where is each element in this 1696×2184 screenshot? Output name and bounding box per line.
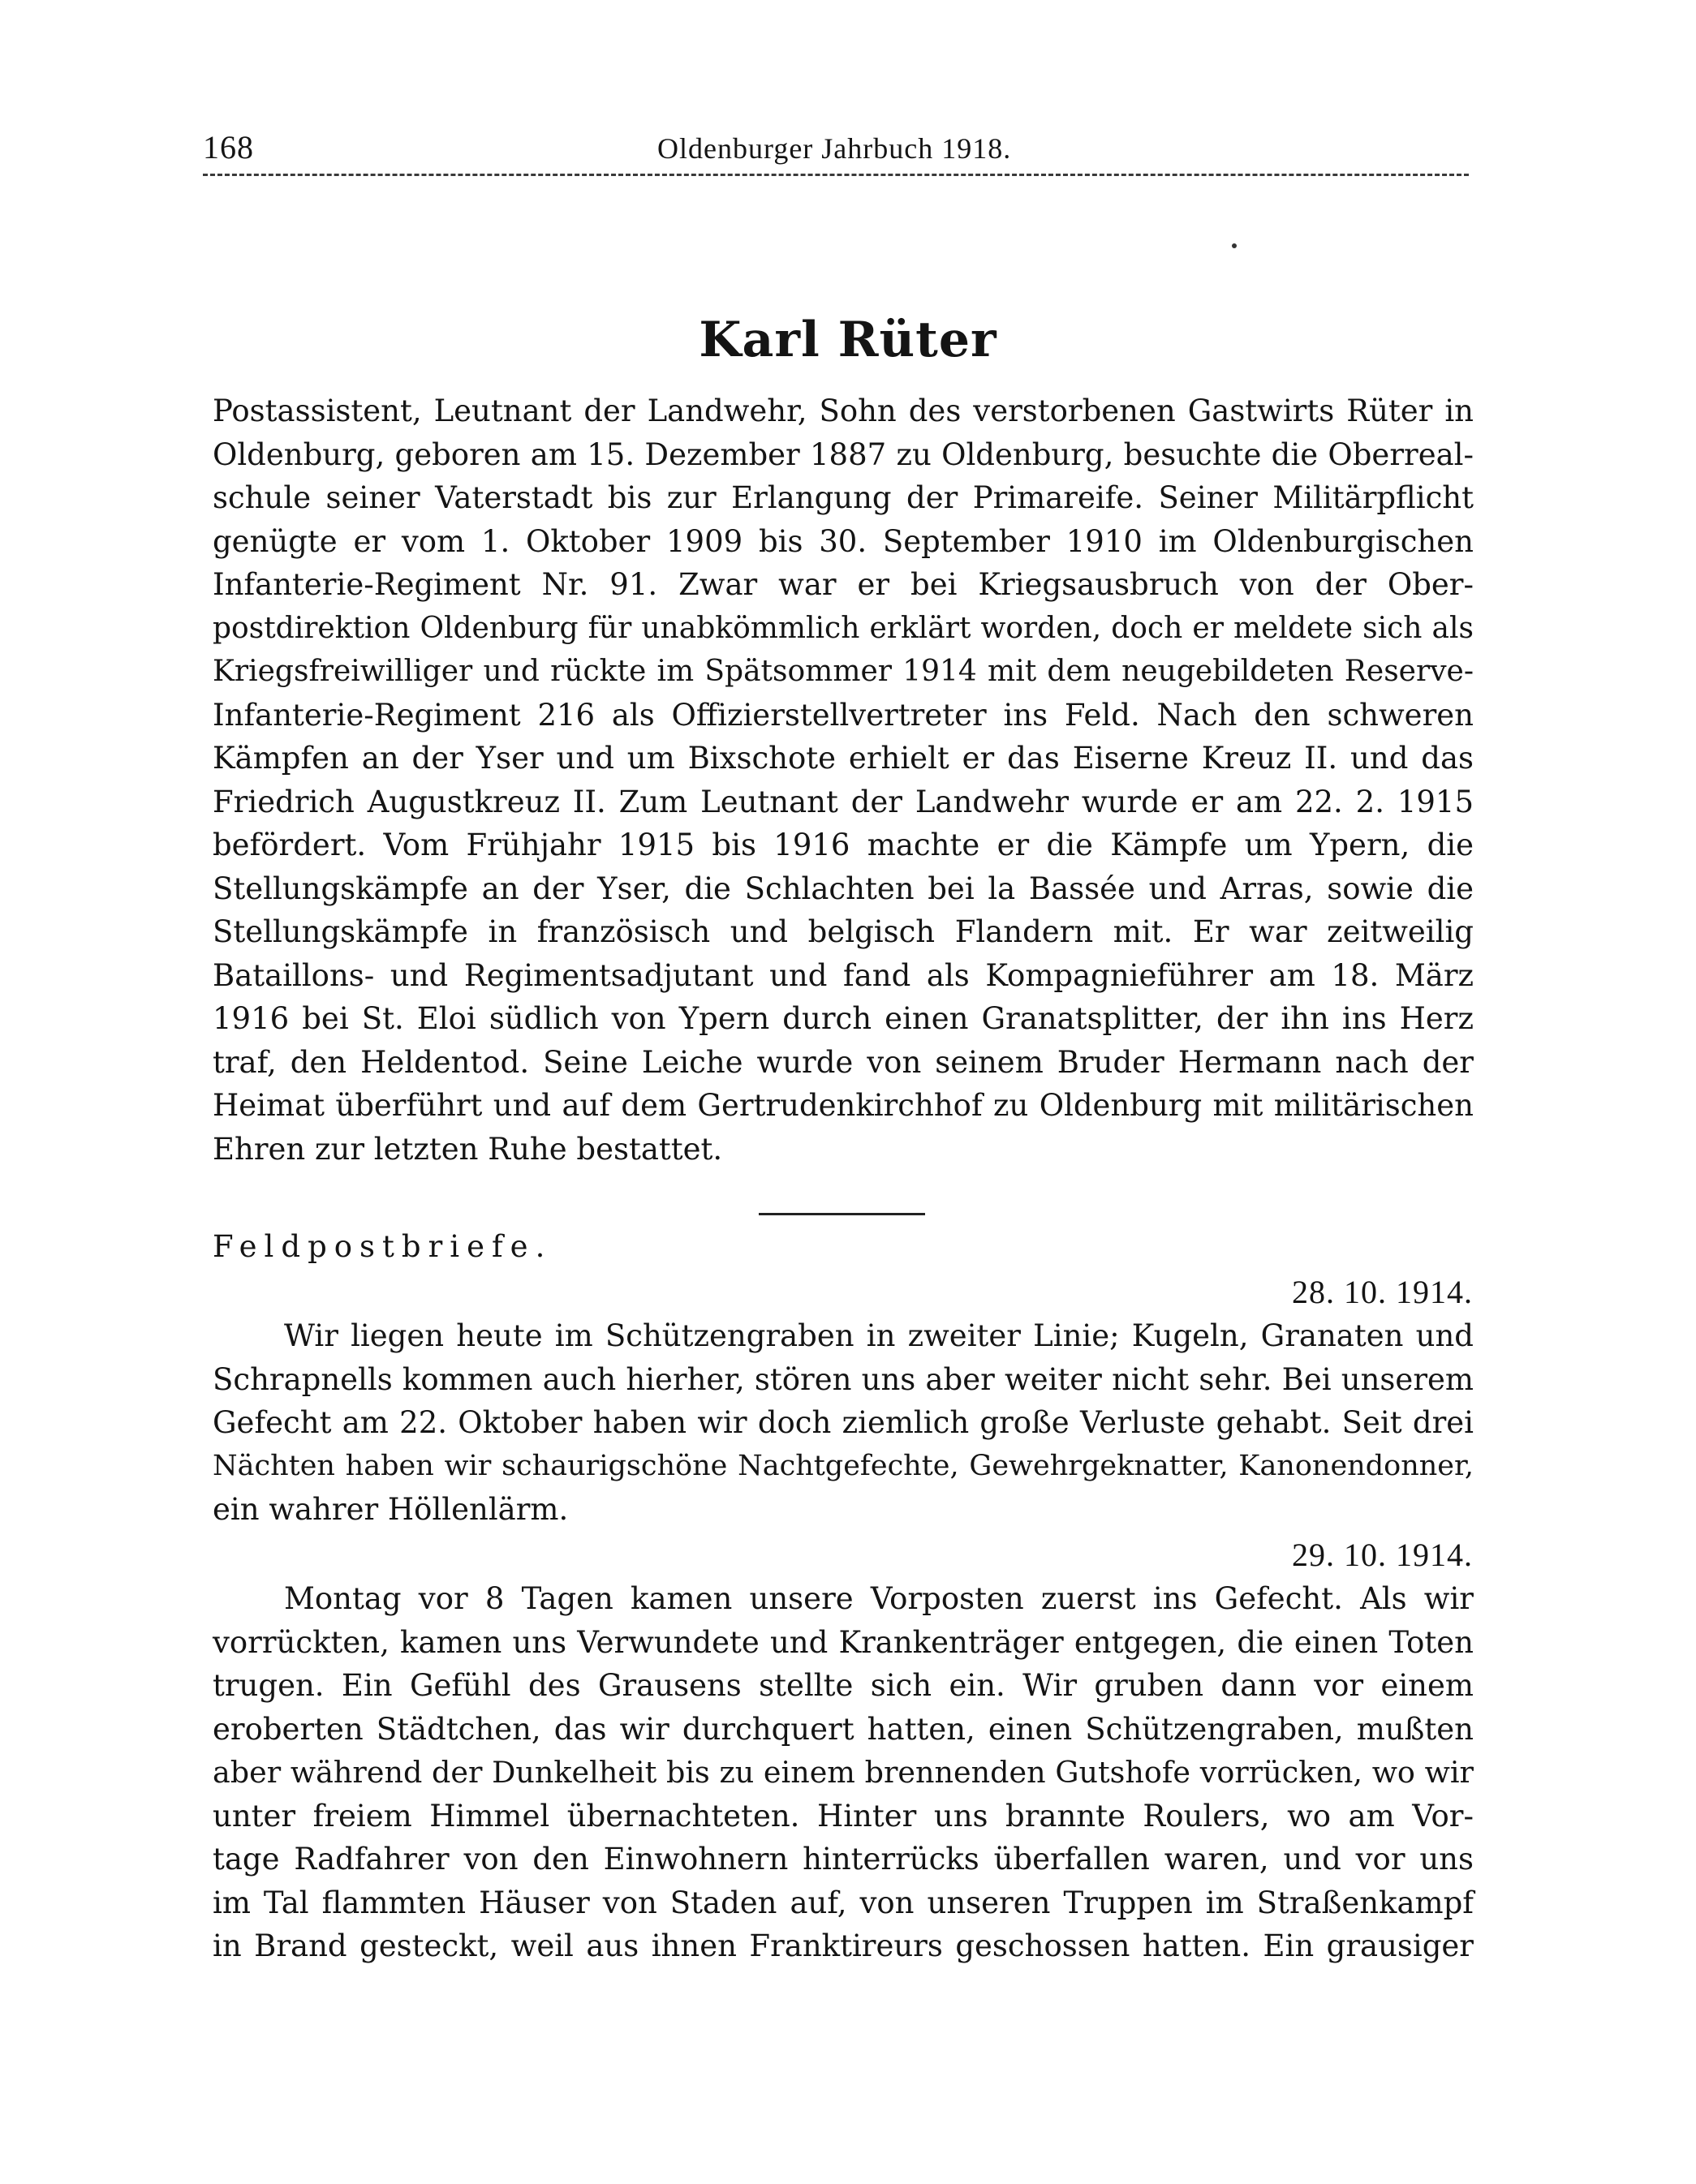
bio-line: schule seiner Vaterstadt bis zur Erlangung der Primareife. Seiner Militärpflicht <box>213 480 1474 515</box>
bio-line: Infanterie-Regiment 216 als Offizierstellvertreter ins Feld. Nach den schweren <box>213 697 1474 733</box>
bio-line: Heimat überführt und auf dem Gertrudenkirchhof zu Oldenburg mit militärischen <box>213 1088 1474 1123</box>
article-title: Karl Rüter <box>699 312 997 368</box>
letter-line: unter freiem Himmel übernachteten. Hinter uns brannte Roulers, wo am Vor- <box>213 1798 1474 1834</box>
letter-paragraph <box>213 1577 1474 1968</box>
letter-line: Wir liegen heute im Schützengraben in zweiter Linie; Kugeln, Granaten und <box>284 1318 1474 1353</box>
page-header <box>203 128 1469 177</box>
letter-line: ein wahrer Höllenlärm. <box>213 1492 569 1527</box>
letter-line: Nächten haben wir schaurigschöne Nachtgefechte, Gewehrgeknatter, Kanonendonner, <box>213 1449 1474 1482</box>
bio-line: befördert. Vom Frühjahr 1915 bis 1916 machte er die Kämpfe um Ypern, die <box>213 828 1474 862</box>
running-title: Oldenburger Jahrbuch 1918. <box>657 132 1012 165</box>
letter-date: 29. 10. 1914. <box>1292 1537 1473 1573</box>
letter-line: Montag vor 8 Tagen kamen unsere Vorposten zuerst ins Gefecht. Als wir <box>284 1581 1474 1616</box>
bio-line: Kämpfen an der Yser und um Bixschote erhielt er das Eiserne Kreuz II. und das <box>213 741 1474 776</box>
bio-line: Friedrich Augustkreuz II. Zum Leutnant der Landwehr wurde er am 22. 2. 1915 <box>213 784 1474 819</box>
bio-line: traf, den Heldentod. Seine Leiche wurde von seinem Bruder Hermann nach der <box>213 1044 1474 1080</box>
bio-line: Infanterie-Regiment Nr. 91. Zwar war er bei Kriegsausbruch von der Ober- <box>213 567 1474 602</box>
section-heading: Feldpostbriefe. <box>213 1229 553 1264</box>
biography-paragraph <box>213 389 1474 1171</box>
bio-line: genügte er vom 1. Oktober 1909 bis 30. September 1910 im Oldenburgischen <box>213 523 1474 559</box>
letter-line: in Brand gesteckt, weil aus ihnen Franktireurs geschossen hatten. Ein grausiger <box>213 1928 1474 1963</box>
letter-date: 28. 10. 1914. <box>1292 1274 1473 1310</box>
bio-line: Postassistent, Leutnant der Landwehr, Sohn des verstorbenen Gastwirts Rüter in <box>213 393 1474 428</box>
bio-line: postdirektion Oldenburg für unabkömmlich erklärt worden, doch er meldete sich als <box>213 611 1474 645</box>
bio-line: Ehren zur letzten Ruhe bestattet. <box>213 1131 723 1167</box>
letter-line: Gefecht am 22. Oktober haben wir doch ziemlich große Verluste gehabt. Seit drei <box>213 1405 1474 1440</box>
letter-paragraph <box>213 1314 1474 1532</box>
letter-line: Schrapnells kommen auch hierher, stören uns aber weiter nicht sehr. Bei unserem <box>213 1361 1474 1397</box>
bio-line: 1916 bei St. Eloi südlich von Ypern durch einen Granatsplitter, der ihn ins Herz <box>213 1001 1474 1036</box>
bio-line: Oldenburg, geboren am 15. Dezember 1887 zu Oldenburg, besuchte die Oberreal- <box>213 436 1474 472</box>
page-number: 168 <box>203 129 254 166</box>
letter-line: aber während der Dunkelheit bis zu einem brennenden Gutshofe vorrücken, wo wir <box>213 1755 1474 1790</box>
letter-line: im Tal flammten Häuser von Staden auf, von unseren Truppen im Straßenkampf <box>213 1885 1474 1920</box>
letter-line: trugen. Ein Gefühl des Grausens stellte sich ein. Wir gruben dann vor einem <box>213 1668 1474 1703</box>
letter-line: tage Radfahrer von den Einwohnern hinterrücks überfallen waren, und vor uns <box>213 1842 1474 1877</box>
letter-line: eroberten Städtchen, das wir durchquert hatten, einen Schützengraben, mußten <box>213 1711 1474 1747</box>
bio-line: Stellungskämpfe an der Yser, die Schlachten bei la Bassée und Arras, sowie die <box>213 871 1474 906</box>
print-speck <box>1232 243 1237 248</box>
bio-line: Bataillons- und Regimentsadjutant und fand als Kompagnieführer am 18. März <box>213 957 1474 993</box>
section-divider <box>759 1213 925 1215</box>
bio-line: Kriegsfreiwilliger und rückte im Spätsommer 1914 mit dem neugebildeten Reserve- <box>213 655 1474 688</box>
header-rule <box>203 174 1469 176</box>
bio-line: Stellungskämpfe in französisch und belgisch Flandern mit. Er war zeitweilig <box>213 914 1474 949</box>
letter-line: vorrückten, kamen uns Verwundete und Krankenträger entgegen, die einen Toten <box>213 1624 1474 1660</box>
